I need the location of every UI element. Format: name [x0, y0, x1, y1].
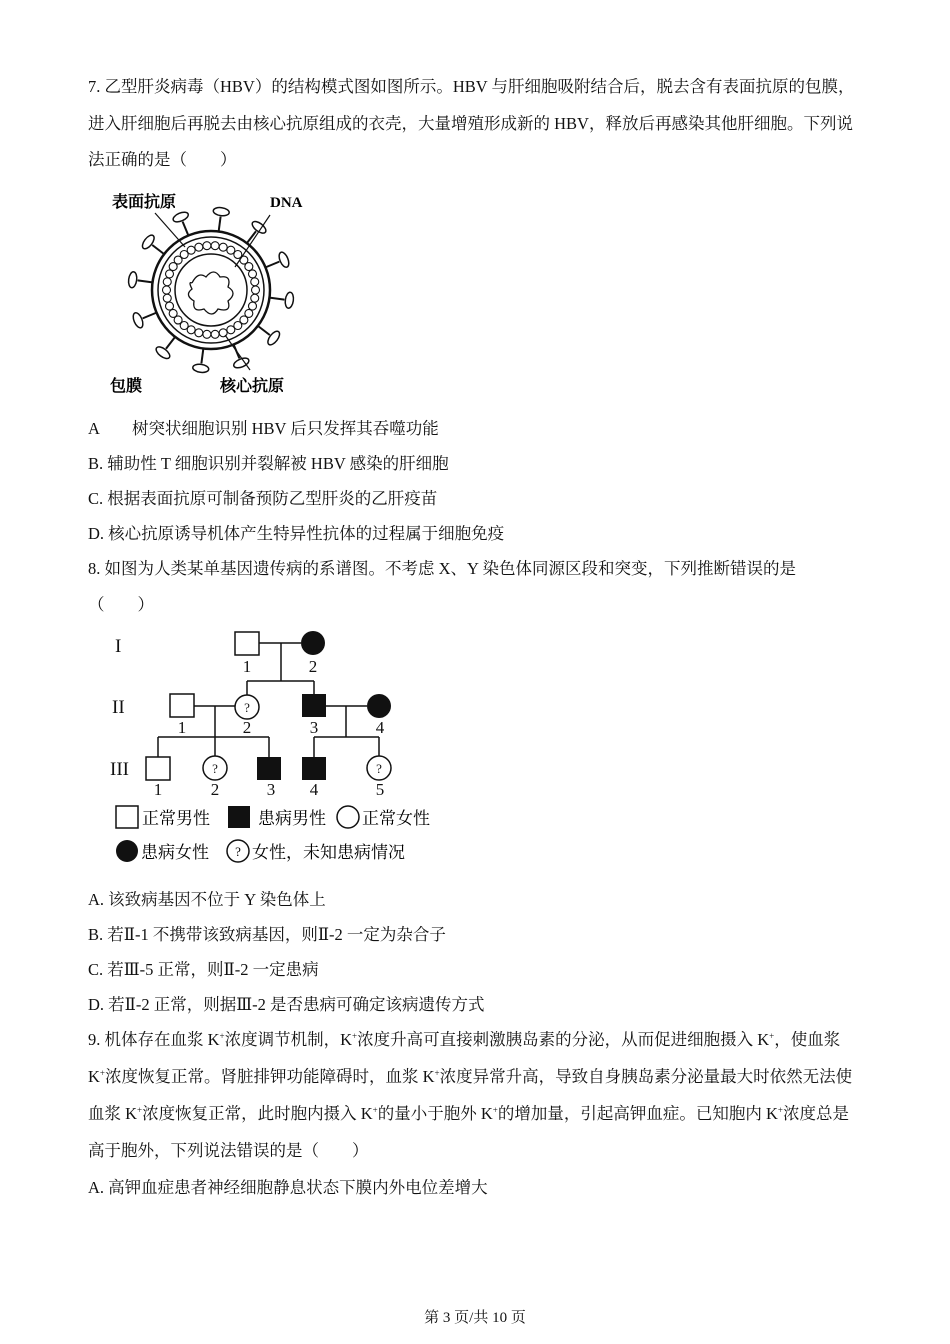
k-ion: K — [125, 1104, 138, 1123]
text: 浓度升高可直接刺激胰岛素的分泌，从而促进细胞摄入 — [357, 1030, 758, 1049]
q9-stem-line-1 — [88, 1030, 840, 1050]
member-number: 3 — [266, 780, 276, 799]
member-number: 2 — [242, 718, 252, 737]
text: 浓度恢复正常，此时胞内摄入 — [142, 1104, 361, 1123]
legend-unknown-female: 女性，未知患病情况 — [252, 843, 405, 862]
q9-stem-line-3 — [88, 1104, 849, 1124]
text: 浓度恢复正常。肾脏排钾功能障碍时，血浆 — [105, 1067, 423, 1086]
k-ion: K — [88, 1067, 100, 1086]
q8-option-c: C. 若Ⅲ-5 正常，则Ⅱ-2 一定患病 — [88, 960, 319, 979]
q9-option-a: A. 高钾血症患者神经细胞静息状态下膜内外电位差增大 — [88, 1178, 488, 1197]
member-number: 5 — [375, 780, 385, 799]
text: 血浆 — [88, 1104, 126, 1123]
legend-normal-male: 正常男性 — [142, 809, 210, 828]
q8-stem-line-2: （ ） — [88, 595, 154, 614]
label-envelope: 包膜 — [110, 378, 143, 395]
q7-option-c: C. 根据表面抗原可制备预防乙型肝炎的乙肝疫苗 — [88, 489, 438, 508]
legend-affected-female: 患病女性 — [141, 843, 209, 862]
legend-normal-male-icon — [116, 806, 138, 828]
text: 浓度异常升高，导致自身胰岛素分泌量最大时依然无法使 — [439, 1067, 853, 1086]
legend-affected-male: 患病男性 — [258, 809, 326, 828]
k-ion: K — [766, 1104, 778, 1123]
q7-stem-line-3: 法正确的是（ ） — [88, 150, 237, 169]
legend-affected-female-icon — [116, 840, 138, 862]
q7-stem-line-2: 进入肝细胞后再脱去由核心抗原组成的衣壳，大量增殖形成新的 HBV，释放后再感染其他肝细胞。下列说 — [88, 114, 853, 133]
charge: + — [777, 1105, 783, 1115]
text: 浓度调节机制， — [224, 1030, 341, 1049]
legend-normal-female-icon — [337, 806, 359, 828]
unknown-mark: ? — [235, 844, 241, 859]
pedigree-ii-3-affected-male — [302, 694, 326, 717]
pedigree-iii-1-normal-male — [146, 757, 170, 780]
legend-affected-male-icon — [228, 806, 250, 828]
text: 9. 机体存在血浆 — [88, 1030, 208, 1049]
member-number: 4 — [309, 780, 319, 799]
q8-option-d: D. 若Ⅱ-2 正常，则据Ⅲ-2 是否患病可确定该病遗传方式 — [88, 995, 485, 1014]
member-number: 1 — [153, 780, 163, 799]
q7-option-b: B. 辅助性 T 细胞识别并裂解被 HBV 感染的肝细胞 — [88, 454, 449, 473]
legend-normal-female: 正常女性 — [362, 809, 430, 828]
q9-stem-line-2 — [88, 1067, 852, 1087]
generation-label-ii: II — [112, 697, 125, 718]
member-number: 3 — [309, 718, 319, 737]
pedigree-i-1-normal-male — [235, 632, 259, 655]
pedigree-ii-1-normal-male — [170, 694, 194, 717]
charge: + — [99, 1068, 105, 1078]
generation-label-iii: III — [110, 759, 129, 780]
q8-option-b: B. 若Ⅱ-1 不携带该致病基因，则Ⅱ-2 一定为杂合子 — [88, 925, 446, 944]
k-ion: K — [207, 1030, 220, 1049]
pedigree-ii-4-affected-female — [367, 694, 391, 718]
member-number: 2 — [308, 657, 318, 676]
text: ，使血浆 — [774, 1030, 841, 1049]
q7-option-d: D. 核心抗原诱导机体产生特异性抗体的过程属于细胞免疫 — [88, 524, 505, 543]
charge: + — [372, 1105, 378, 1115]
k-ion: K — [757, 1030, 770, 1049]
unknown-mark: ? — [376, 761, 382, 776]
q9-stem-line-4: 高于胞外，下列说法错误的是（ ） — [88, 1141, 369, 1160]
label-dna: DNA — [270, 195, 303, 211]
k-ion: K — [422, 1067, 435, 1086]
pedigree-i-2-affected-female — [301, 631, 325, 655]
label-surface-antigen: 表面抗原 — [112, 194, 177, 211]
q7-stem-line-1: 7. 乙型肝炎病毒（HBV）的结构模式图如图所示。HBV 与肝细胞吸附结合后，脱去含有表面抗原的包膜， — [88, 77, 855, 96]
unknown-mark: ? — [212, 761, 218, 776]
charge: + — [769, 1031, 775, 1041]
member-number: 1 — [242, 657, 252, 676]
text: 的量小于胞外 — [377, 1104, 481, 1123]
member-number: 1 — [177, 718, 187, 737]
page-footer: 第 3 页/共 10 页 — [424, 1310, 526, 1326]
k-ion: K — [360, 1104, 373, 1123]
charge: + — [352, 1031, 358, 1041]
member-number: 4 — [375, 718, 385, 737]
charge: + — [137, 1105, 143, 1115]
label-core-antigen: 核心抗原 — [220, 378, 285, 395]
text: 的增加量，引起高钾血症。已知胞内 — [497, 1104, 766, 1123]
q8-stem-line-1: 8. 如图为人类某单基因遗传病的系谱图。不考虑 X、Y 染色体同源区段和突变，下列推断错误的是 — [88, 559, 796, 578]
generation-label-i: I — [115, 636, 122, 657]
member-number: 2 — [210, 780, 220, 799]
charge: + — [434, 1068, 440, 1078]
pedigree-iii-4-affected-male — [302, 757, 326, 780]
charge: + — [219, 1031, 225, 1041]
q8-option-a: A. 该致病基因不位于 Y 染色体上 — [88, 890, 326, 909]
pedigree-iii-3-affected-male — [257, 757, 281, 780]
k-ion: K — [480, 1104, 493, 1123]
charge: + — [492, 1105, 498, 1115]
text: 浓度总是 — [783, 1104, 849, 1123]
unknown-mark: ? — [244, 700, 250, 715]
q7-option-a: A 树突状细胞识别 HBV 后只发挥其吞噬功能 — [88, 419, 439, 438]
k-ion: K — [340, 1030, 353, 1049]
